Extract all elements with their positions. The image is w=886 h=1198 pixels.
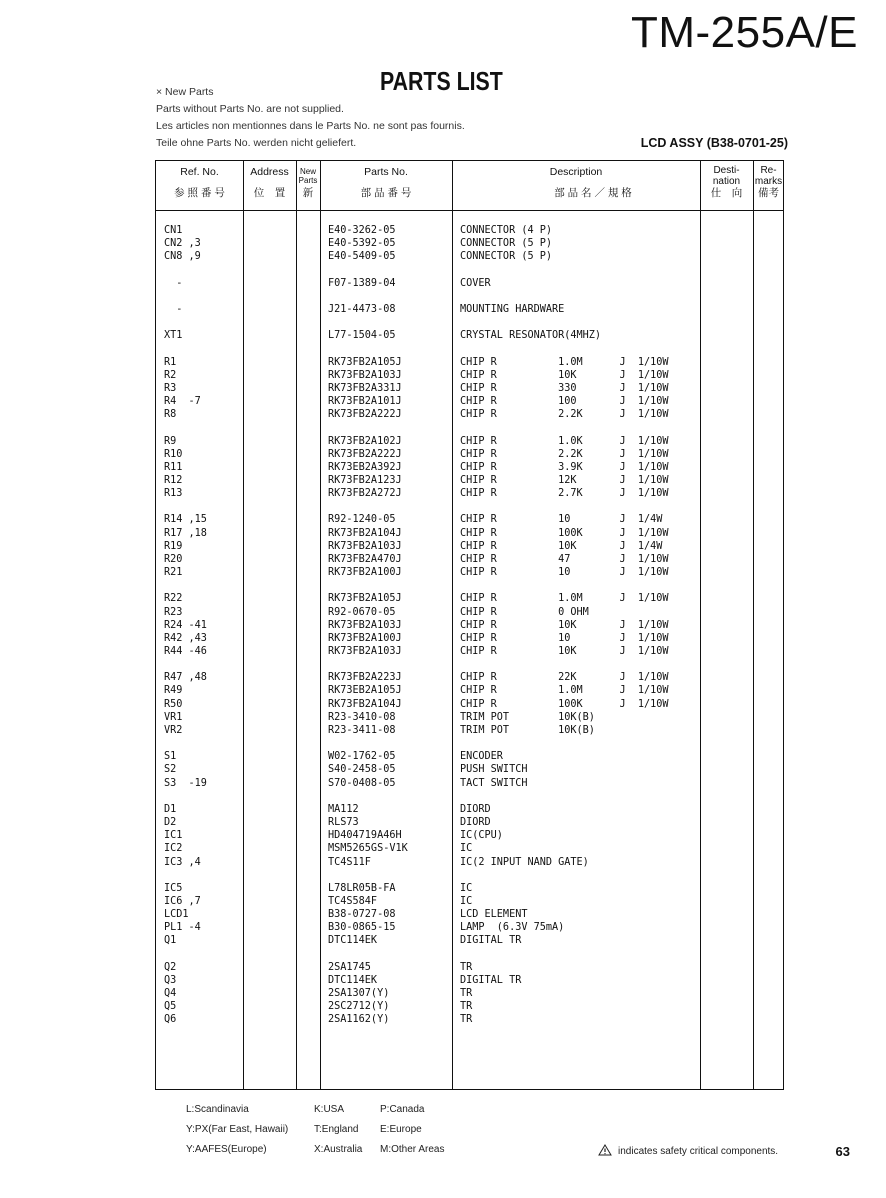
note-french: Les articles non mentionnes dans le Parts No. ne sont pas fournis. — [156, 120, 465, 132]
header-new-parts-jp: 新 — [302, 187, 314, 199]
note-english: Parts without Parts No. are not supplied. — [156, 103, 344, 115]
parts-table — [155, 160, 784, 1090]
header-remarks-jp: 備考 — [758, 187, 779, 199]
description-column: CONNECTOR (4 P) CONNECTOR (5 P) CONNECTOR (5 P) COVER MOUNTING HARDWARE CRYSTAL RESONATOR(4MHZ) CHIP R 1.0M J 1/10W CHIP R 10K J 1/10W CHIP R 330 J 1/10W CHIP R 100 J 1/10W CHIP R 2.2K J 1/10W CHIP R 1.0K J 1/10W CHIP R 2.2K J 1/10W CHIP R 3.9K J 1/10W CHIP R 12K J 1/10W CHIP R 2.7K J 1/10W CHIP R 10 J 1/4W CHIP R 100K J 1/10W CHIP R 10K J 1/4W CHIP R 47 J 1/10W CHIP R 10 J 1/10W CHIP R 1.0M J 1/10W CHIP R 0 OHM CHIP R 10K J 1/10W CHIP R 10 J 1/10W CHIP R 10K J 1/10W CHIP R 22K J 1/10W CHIP R 1.0M J 1/10W CHIP R 100K J 1/10W TRIM POT 10K(B) TRIM POT 10K(B) ENCODER PUSH SWITCH TACT SWITCH DIORD DIORD IC(CPU) IC IC(2 INPUT NAND GATE) IC IC LCD ELEMENT LAMP (6.3V 75mA) DIGITAL TR TR DIGITAL TR TR TR TR — [460, 225, 669, 1026]
note-new-parts: × New Parts — [156, 86, 214, 98]
dest-code-m: M:Other Areas — [380, 1144, 445, 1155]
header-destination-jp: 仕 向 — [710, 187, 743, 199]
ref-no-column: CN1 CN2 ,3 CN8 ,9 - - XT1 R1 R2 R3 R4 -7 R8 R9 R10 R11 R12 R13 R14 ,15 R17 ,18 R19 R20 R21 R22 R23 R24 -41 R42 ,43 R44 -46 R47 ,48 R49 R50 VR1 VR2 S1 S2 S3 -19 D1 D2 IC1 IC2 IC3 ,4 IC5 IC6 ,7 LCD1 PL1 -4 Q1 Q2 Q3 Q4 Q5 Q6 — [164, 225, 207, 1026]
header-ref-no: Ref. No. — [180, 166, 219, 178]
dest-code-e: E:Europe — [380, 1124, 422, 1135]
header-destination: Desti- nation — [712, 165, 741, 187]
page-number: 63 — [835, 1144, 850, 1159]
warning-triangle-icon — [598, 1144, 612, 1156]
dest-code-y-px: Y:PX(Far East, Hawaii) — [186, 1124, 289, 1135]
assembly-label: LCD ASSY (B38-0701-25) — [640, 136, 788, 150]
header-description: Description — [549, 166, 603, 178]
dest-code-t: T:England — [314, 1124, 359, 1135]
dest-code-y-aafes: Y:AAFES(Europe) — [186, 1144, 267, 1155]
header-parts-no: Parts No. — [364, 166, 408, 178]
header-remarks: Re- marks — [754, 165, 783, 187]
header-new-parts: New Parts — [298, 167, 318, 185]
header-address: Address — [250, 166, 289, 178]
header-description-jp: 部 品 名 ／ 規 格 — [554, 187, 632, 199]
header-address-jp: 位 置 — [253, 187, 286, 199]
note-german: Teile ohne Parts No. werden nicht geliefert. — [156, 137, 357, 149]
page-title: PARTS LIST — [380, 66, 503, 96]
parts-no-column: E40-3262-05 E40-5392-05 E40-5409-05 F07-1389-04 J21-4473-08 L77-1504-05 RK73FB2A105J RK73FB2A103J RK73FB2A331J RK73FB2A101J RK73FB2A222J RK73FB2A102J RK73FB2A222J RK73EB2A392J RK73FB2A123J RK73FB2A272J R92-1240-05 RK73FB2A104J RK73FB2A103J RK73FB2A470J RK73FB2A100J RK73FB2A105J R92-0670-05 RK73FB2A103J RK73FB2A100J RK73FB2A103J RK73FB2A223J RK73EB2A105J RK73FB2A104J R23-3410-08 R23-3411-08 W02-1762-05 S40-2458-05 S70-0408-05 MA112 RLS73 HD404719A46H MSM5265GS-V1K TC4S11F L78LR05B-FA TC4S584F B38-0727-08 B30-0865-15 DTC114EK 2SA1745 DTC114EK 2SA1307(Y) 2SC2712(Y) 2SA1162(Y) — [328, 225, 408, 1026]
dest-code-p: P:Canada — [380, 1104, 425, 1115]
dest-code-k: K:USA — [314, 1104, 345, 1115]
header-parts-no-jp: 部 品 番 号 — [360, 187, 412, 199]
safety-note — [598, 1144, 778, 1157]
header-ref-no-jp: 参 照 番 号 — [174, 187, 225, 199]
dest-code-l: L:Scandinavia — [186, 1104, 249, 1115]
model-title: TM-255A/E — [630, 8, 858, 57]
safety-note-text: indicates safety critical components. — [618, 1146, 779, 1157]
dest-code-x: X:Australia — [314, 1144, 363, 1155]
